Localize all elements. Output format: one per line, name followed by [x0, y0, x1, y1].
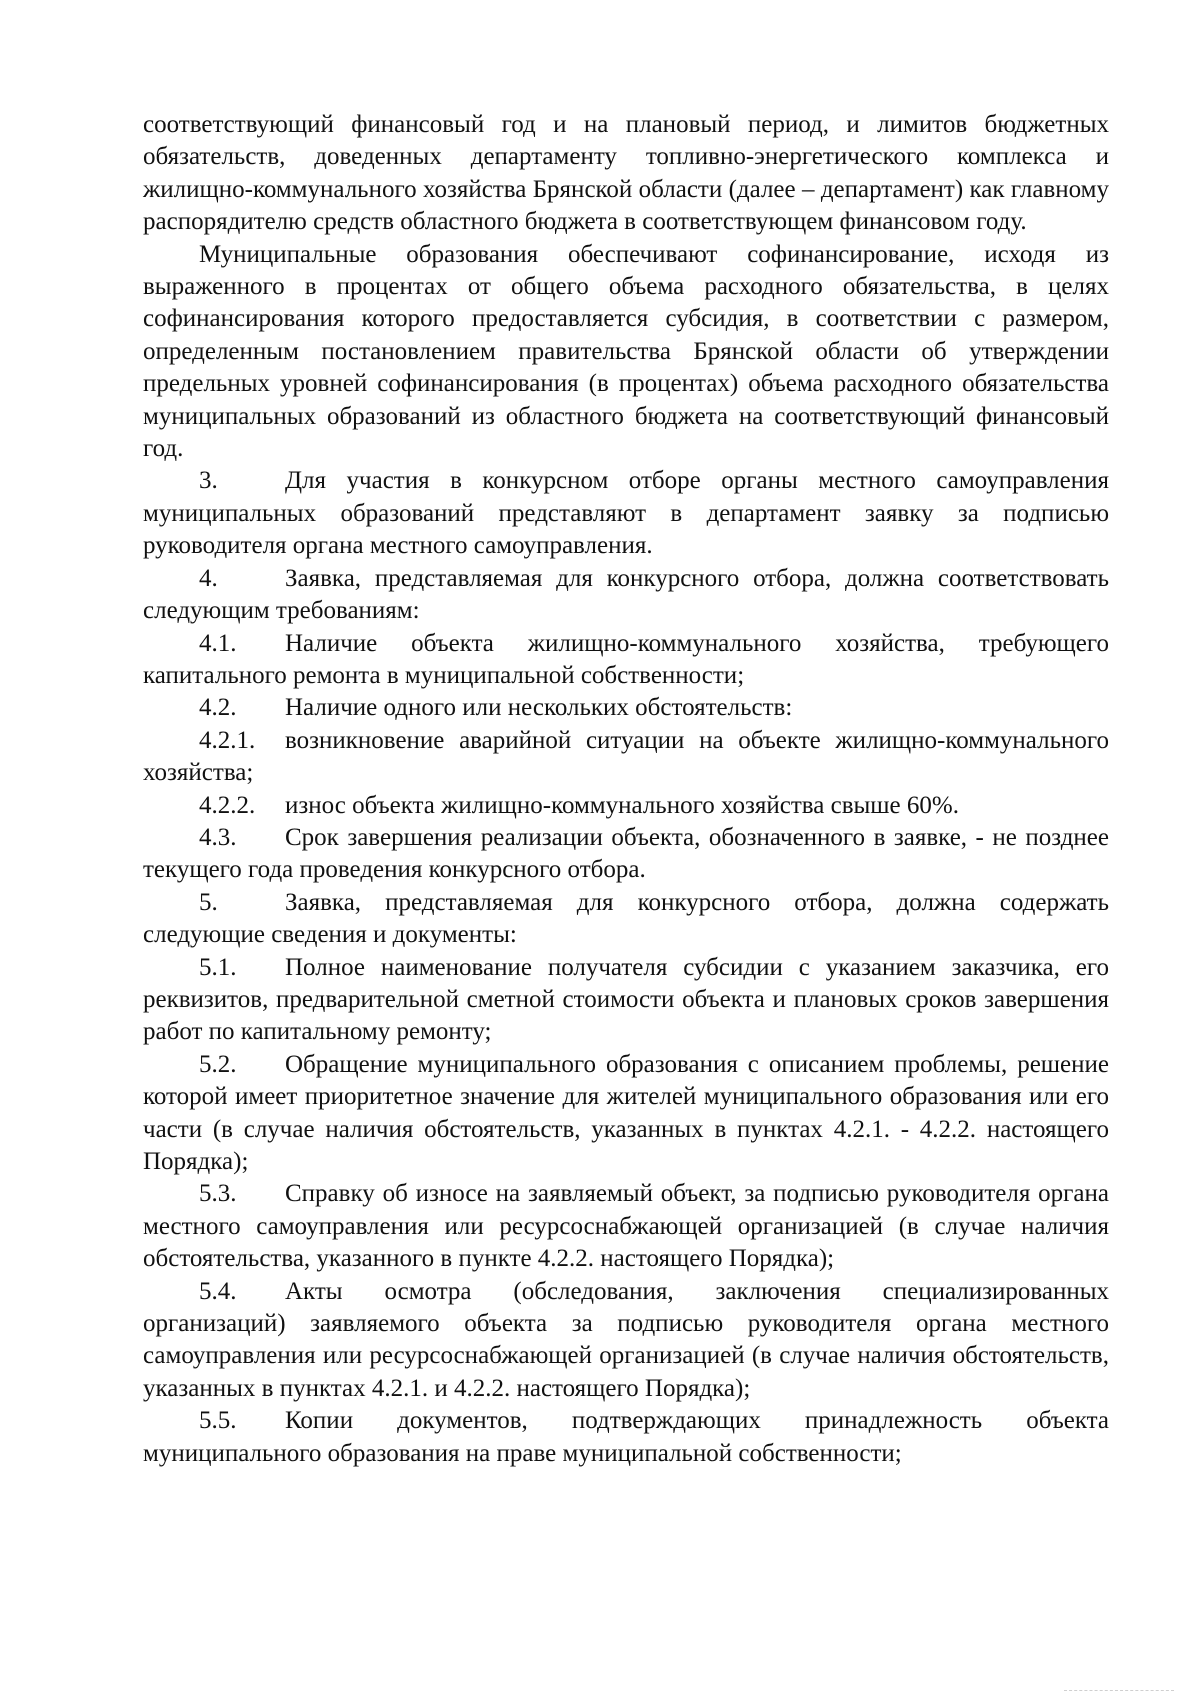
clause-4-1: [143, 628, 1109, 693]
clause-number: 4.2.: [199, 694, 237, 722]
clause-number: 4.1.: [199, 629, 237, 657]
clause-5-5: [143, 1405, 1109, 1470]
clause-text: Акты осмотра (обследования, заключения специализированных организаций) заявляемого объекта за подписью руководителя органа местного самоуправления или ресурсоснабжающей организацией (в случае наличия обстоятельств, указанных в пунктах 4.2.1. и 4.2.2. настоящего Порядка);: [143, 1277, 1109, 1402]
clause-text: Заявка, представляемая для конкурсного отбора, должна соответствовать следующим требованиям:: [143, 564, 1109, 625]
clause-4: [143, 563, 1109, 628]
clause-text: Наличие одного или нескольких обстоятельств:: [285, 694, 793, 722]
clause-5-1: [143, 952, 1109, 1049]
clause-text: возникновение аварийной ситуации на объекте жилищно-коммунального хозяйства;: [143, 726, 1109, 787]
paragraph-continuation: [143, 109, 1109, 239]
clause-number: 4.2.1.: [199, 726, 256, 754]
clause-number: 5.4.: [199, 1277, 237, 1305]
clause-4-2-1: [143, 725, 1109, 790]
clause-number: 5.: [199, 888, 218, 916]
clause-number: 5.5.: [199, 1407, 237, 1435]
clause-4-2: [143, 692, 1109, 724]
clause-number: 4.3.: [199, 823, 237, 851]
clause-5: [143, 887, 1109, 952]
clause-text: износ объекта жилищно-коммунального хозяйства свыше 60%.: [285, 791, 959, 819]
clause-5-4: [143, 1276, 1109, 1406]
scan-edge-divider: [1064, 1690, 1174, 1691]
paragraph-text: соответствующий финансовый год и на плановый период, и лимитов бюджетных обязательств, доведенных департаменту топливно-энергетического комплекса и жилищно-коммунального хозяйства Брянской области (далее – департамент) как главному распорядителю средств областного бюджета в соответствующем финансовом году.: [143, 111, 1109, 236]
clause-3: [143, 465, 1109, 562]
clause-5-2: [143, 1049, 1109, 1179]
clause-number: 4.2.2.: [199, 791, 256, 819]
document-body: [143, 109, 1109, 1470]
paragraph-text: Муниципальные образования обеспечивают софинансирование, исходя из выраженного в процентах от общего объема расходного обязательства, в целях софинансирования которого предоставляется субсидия, в соответствии с размером, определенным постановлением правительства Брянской области об утверждении предельных уровней софинансирования (в процентах) объема расходного обязательства муниципальных образований из областного бюджета на соответствующий финансовый год.: [143, 240, 1109, 463]
paragraph-cofinancing: [143, 239, 1109, 466]
clause-number: 5.1.: [199, 953, 237, 981]
clause-text: Справку об износе на заявляемый объект, за подписью руководителя органа местного самоуправления или ресурсоснабжающей организацией (в случае наличия обстоятельства, указанного в пункте 4.2.2. настоящего Порядка);: [143, 1180, 1109, 1273]
clause-text: Наличие объекта жилищно-коммунального хозяйства, требующего капитального ремонта в муниципальной собственности;: [143, 629, 1109, 689]
clause-number: 5.3.: [199, 1180, 237, 1208]
clause-text: Обращение муниципального образования с описанием проблемы, решение которой имеет приоритетное значение для жителей муниципального образования или его части (в случае наличия обстоятельств, указанных в пунктах 4.2.1. - 4.2.2. настоящего Порядка);: [143, 1050, 1109, 1175]
clause-text: Копии документов, подтверждающих принадлежность объекта муниципального образования на праве муниципальной собственности;: [143, 1407, 1109, 1467]
clause-text: Для участия в конкурсном отборе органы местного самоуправления муниципальных образований представляют в департамент заявку за подписью руководителя органа местного самоуправления.: [143, 467, 1109, 560]
clause-5-3: [143, 1178, 1109, 1275]
clause-number: 4.: [199, 564, 218, 592]
clause-text: Полное наименование получателя субсидии с указанием заказчика, его реквизитов, предварительной сметной стоимости объекта и плановых сроков завершения работ по капитальному ремонту;: [143, 953, 1109, 1046]
clause-4-2-2: [143, 790, 1109, 822]
clause-number: 5.2.: [199, 1050, 237, 1078]
clause-number: 3.: [199, 467, 218, 495]
clause-text: Заявка, представляемая для конкурсного отбора, должна содержать следующие сведения и документы:: [143, 888, 1109, 949]
clause-4-3: [143, 822, 1109, 887]
clause-text: Срок завершения реализации объекта, обозначенного в заявке, - не позднее текущего года проведения конкурсного отбора.: [143, 823, 1109, 884]
